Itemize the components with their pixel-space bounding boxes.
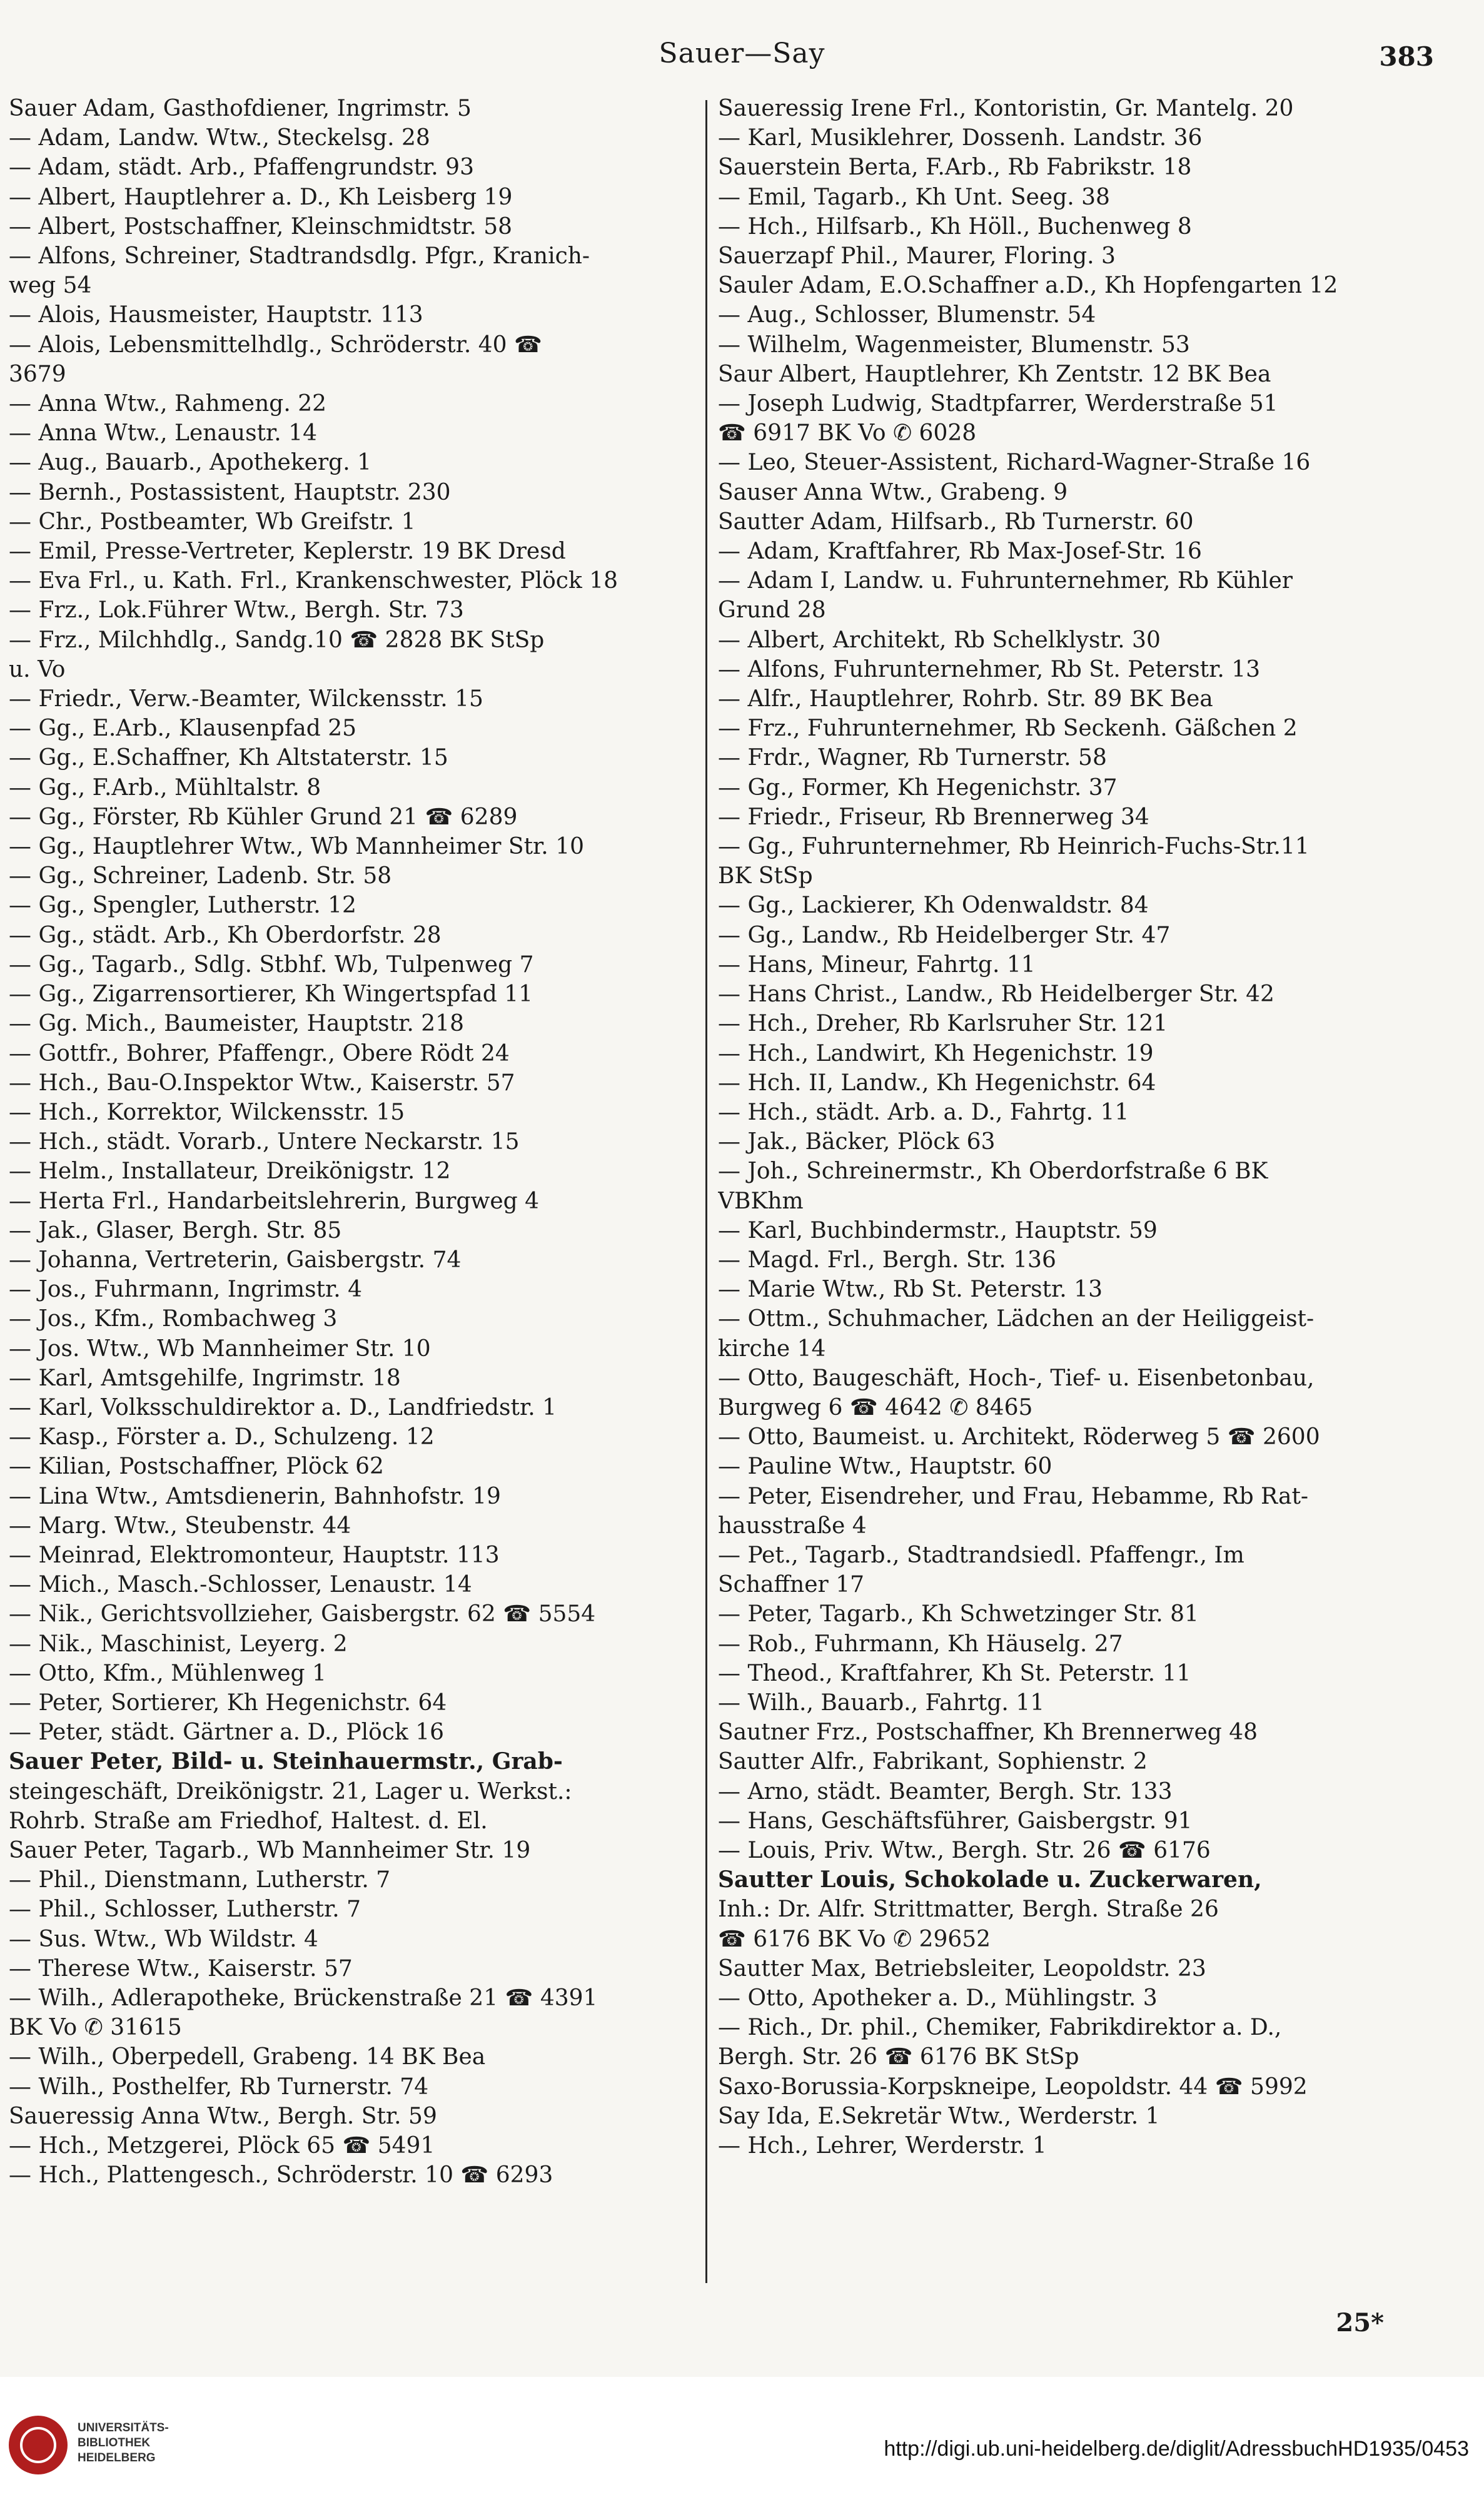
directory-entry: — Gg., E.Arb., Klausenpfad 25 [9,716,357,742]
directory-entry: — Anna Wtw., Rahmeng. 22 [9,391,327,417]
directory-entry: — Peter, Tagarb., Kh Schwetzinger Str. 81 [718,1601,1199,1628]
directory-entry: — Albert, Architekt, Rb Schelklystr. 30 [718,627,1161,653]
directory-entry: — Hch., Lehrer, Werderstr. 1 [718,2133,1047,2159]
directory-entry: Burgweg 6 ☎ 4642 ✆ 8465 [718,1394,1033,1421]
directory-entry: Sauerstein Berta, F.Arb., Rb Fabrikstr. 18 [718,154,1192,181]
directory-entry: — Louis, Priv. Wtw., Bergh. Str. 26 ☎ 6176 [718,1837,1211,1863]
directory-entry: — Jos., Fuhrmann, Ingrimstr. 4 [9,1277,363,1303]
directory-entry: — Rob., Fuhrmann, Kh Häuselg. 27 [718,1631,1123,1657]
directory-entry: — Theod., Kraftfahrer, Kh St. Peterstr. 11 [718,1660,1191,1686]
directory-entry: — Anna Wtw., Lenaustr. 14 [9,420,317,447]
directory-entry: ☎ 6176 BK Vo ✆ 29652 [718,1926,991,1952]
library-logo-text [78,2421,169,2466]
directory-entry: — Helm., Installateur, Dreikönigstr. 12 [9,1158,451,1185]
directory-entry: Sautter Louis, Schokolade u. Zuckerwaren, [718,1866,1262,1893]
directory-entry: — Gg., Förster, Rb Kühler Grund 21 ☎ 6289 [9,804,518,830]
directory-entry: — Pet., Tagarb., Stadtrandsiedl. Pfaffengr., Im [718,1542,1244,1568]
directory-entry: — Otto, Baugeschäft, Hoch-, Tief- u. Eisenbetonbau, [718,1365,1315,1391]
directory-entry: Saxo-Borussia-Korpskneipe, Leopoldstr. 44 ☎ 5992 [718,2074,1308,2100]
directory-entry: — Johanna, Vertreterin, Gaisbergstr. 74 [9,1247,462,1273]
directory-entry: Sauser Anna Wtw., Grabeng. 9 [718,479,1068,505]
directory-entry: Sauer Peter, Bild- u. Steinhauermstr., Grab- [9,1748,563,1775]
directory-entry: Saueressig Irene Frl., Kontoristin, Gr. Mantelg. 20 [718,96,1294,121]
directory-entry: — Meinrad, Elektromonteur, Hauptstr. 113 [9,1542,500,1568]
directory-entry: — Chr., Postbeamter, Wb Greifstr. 1 [9,509,416,535]
directory-entry: weg 54 [9,273,92,299]
directory-entry: hausstraße 4 [718,1512,867,1539]
directory-entry: — Hans, Mineur, Fahrtg. 11 [718,951,1036,978]
directory-entry: Sauler Adam, E.O.Schaffner a.D., Kh Hopfengarten 12 [718,273,1338,299]
directory-entry: — Gg. Mich., Baumeister, Hauptstr. 218 [9,1011,464,1037]
directory-entry: kirche 14 [718,1335,826,1362]
directory-entry: — Gg., Schreiner, Ladenb. Str. 58 [9,863,392,889]
directory-entry: — Frz., Milchhdlg., Sandg.10 ☎ 2828 BK StSp [9,627,545,653]
source-url-link[interactable]: http://digi.ub.uni-heidelberg.de/diglit/AdressbuchHD1935/0453 [884,2437,1469,2461]
logo-line: BIBLIOTHEK [78,2436,151,2449]
directory-entry: — Adam, städt. Arb., Pfaffengrundstr. 93 [9,154,474,181]
directory-entry: — Friedr., Friseur, Rb Brennerweg 34 [718,804,1149,830]
directory-entry: — Marg. Wtw., Steubenstr. 44 [9,1512,351,1539]
directory-entry: — Aug., Bauarb., Apothekerg. 1 [9,450,371,476]
left-column [9,94,684,2190]
page-header [38,33,1446,83]
directory-entry: — Wilhelm, Wagenmeister, Blumenstr. 53 [718,332,1190,358]
directory-entry: — Rich., Dr. phil., Chemiker, Fabrikdirektor a. D., [718,2015,1282,2041]
directory-entry: — Hch., Korrektor, Wilckensstr. 15 [9,1099,405,1125]
directory-entry: — Hch., Bau-O.Inspektor Wtw., Kaiserstr. 57 [9,1070,515,1096]
directory-entry: — Albert, Postschaffner, Kleinschmidtstr. 58 [9,213,513,240]
directory-entry: — Hch., Metzgerei, Plöck 65 ☎ 5491 [9,2133,435,2159]
directory-entry: steingeschäft, Dreikönigstr. 21, Lager u. Werkst.: [9,1778,572,1805]
signature-mark: 25* [1336,2308,1384,2337]
directory-entry: — Nik., Gerichtsvollzieher, Gaisbergstr. 62 ☎ 5554 [9,1601,596,1628]
directory-entry: — Wilh., Bauarb., Fahrtg. 11 [718,1689,1045,1716]
directory-entry: — Jak., Glaser, Bergh. Str. 85 [9,1217,342,1243]
directory-entry: Sautter Alfr., Fabrikant, Sophienstr. 2 [718,1749,1148,1775]
directory-entry: — Wilh., Posthelfer, Rb Turnerstr. 74 [9,2074,429,2100]
directory-entry: — Mich., Masch.-Schlosser, Lenaustr. 14 [9,1572,472,1598]
directory-entry: — Hans, Geschäftsführer, Gaisbergstr. 91 [718,1808,1193,1834]
directory-entry: — Lina Wtw., Amtsdienerin, Bahnhofstr. 19 [9,1483,501,1509]
directory-entry: — Emil, Presse-Vertreter, Keplerstr. 19 BK Dresd [9,539,566,565]
directory-entry: — Karl, Musiklehrer, Dossenh. Landstr. 36 [718,125,1203,151]
directory-entry: — Herta Frl., Handarbeitslehrerin, Burgweg 4 [9,1188,540,1214]
directory-entry: — Marie Wtw., Rb St. Peterstr. 13 [718,1277,1103,1303]
running-title: Sauer—Say [659,38,825,69]
directory-entry: Saueressig Anna Wtw., Bergh. Str. 59 [9,2103,437,2129]
directory-entry: BK Vo ✆ 31615 [9,2015,182,2041]
directory-entry: — Ottm., Schuhmacher, Lädchen an der Heiliggeist- [718,1306,1315,1332]
directory-entry: — Nik., Maschinist, Leyerg. 2 [9,1631,348,1657]
directory-entry: — Gg., Former, Kh Hegenichstr. 37 [718,774,1118,801]
directory-entry: — Karl, Buchbindermstr., Hauptstr. 59 [718,1217,1158,1243]
directory-entry: Grund 28 [718,597,826,624]
directory-entry: — Hch. II, Landw., Kh Hegenichstr. 64 [718,1070,1156,1096]
directory-entry: — Hch., Plattengesch., Schröderstr. 10 ☎ 6293 [9,2162,553,2189]
directory-entry: — Arno, städt. Beamter, Bergh. Str. 133 [718,1778,1173,1805]
directory-entry: — Bernh., Postassistent, Hauptstr. 230 [9,479,451,505]
directory-entry: — Alois, Hausmeister, Hauptstr. 113 [9,302,423,328]
directory-entry: Bergh. Str. 26 ☎ 6176 BK StSp [718,2044,1079,2070]
directory-entry: — Hans Christ., Landw., Rb Heidelberger Str. 42 [718,981,1275,1008]
directory-entry: — Kilian, Postschaffner, Plöck 62 [9,1454,384,1480]
directory-entry: BK StSp [718,863,813,889]
directory-entry: — Jos., Kfm., Rombachweg 3 [9,1306,338,1332]
directory-entry: — Gg., Hauptlehrer Wtw., Wb Mannheimer Str. 10 [9,834,585,860]
directory-entry: — Gg., F.Arb., Mühltalstr. 8 [9,774,321,801]
logo-line: HEIDELBERG [78,2451,156,2464]
directory-entry: — Gottfr., Bohrer, Pfaffengr., Obere Rödt 24 [9,1040,510,1066]
right-column [718,94,1393,2160]
directory-entry: — Alfons, Schreiner, Stadtrandsdlg. Pfgr., Kranich- [9,243,590,270]
directory-entry: — Hch., Dreher, Rb Karlsruher Str. 121 [718,1011,1168,1037]
directory-entry: Sautner Frz., Postschaffner, Kh Brennerweg 48 [718,1719,1258,1746]
directory-entry: — Otto, Baumeist. u. Architekt, Röderweg 5 ☎ 2600 [718,1424,1320,1451]
directory-entry: — Kasp., Förster a. D., Schulzeng. 12 [9,1424,435,1451]
directory-entry: — Peter, Sortierer, Kh Hegenichstr. 64 [9,1689,447,1716]
directory-entry: — Gg., Landw., Rb Heidelberger Str. 47 [718,922,1171,948]
directory-entry: — Otto, Kfm., Mühlenweg 1 [9,1660,326,1686]
directory-entry: — Hch., Landwirt, Kh Hegenichstr. 19 [718,1040,1154,1066]
directory-entry: Schaffner 17 [718,1572,864,1598]
directory-entry: — Gg., städt. Arb., Kh Oberdorfstr. 28 [9,922,442,948]
page-number: 383 [1379,41,1434,72]
directory-entry: — Aug., Schlosser, Blumenstr. 54 [718,302,1096,328]
directory-entry: — Frz., Lok.Führer Wtw., Bergh. Str. 73 [9,597,464,624]
directory-entry: — Gg., Spengler, Lutherstr. 12 [9,893,356,919]
directory-entry: — Wilh., Oberpedell, Grabeng. 14 BK Bea [9,2044,486,2070]
directory-entry: Sauerzapf Phil., Maurer, Floring. 3 [718,243,1116,270]
directory-entry: — Friedr., Verw.-Beamter, Wilckensstr. 15 [9,686,483,712]
directory-entry: — Jos. Wtw., Wb Mannheimer Str. 10 [9,1335,431,1362]
directory-entry: — Magd. Frl., Bergh. Str. 136 [718,1247,1056,1273]
directory-entry: — Joh., Schreinermstr., Kh Oberdorfstraße 6 BK [718,1158,1268,1185]
directory-entry: — Pauline Wtw., Hauptstr. 60 [718,1454,1052,1480]
directory-entry: — Eva Frl., u. Kath. Frl., Krankenschwester, Plöck 18 [9,568,618,594]
directory-entry: — Phil., Schlosser, Lutherstr. 7 [9,1897,361,1923]
directory-entry: — Joseph Ludwig, Stadtpfarrer, Werderstraße 51 [718,391,1278,417]
directory-entry: — Adam I, Landw. u. Fuhrunternehmer, Rb Kühler [718,568,1293,594]
directory-entry: VBKhm [718,1188,804,1214]
library-logo[interactable] [9,2414,196,2483]
directory-entry: — Therese Wtw., Kaiserstr. 57 [9,1955,353,1982]
library-seal-icon [9,2416,68,2474]
directory-entry: — Alfr., Hauptlehrer, Rohrb. Str. 89 BK Bea [718,686,1213,712]
directory-entry: — Karl, Volksschuldirektor a. D., Landfriedstr. 1 [9,1394,557,1421]
directory-entry: — Frdr., Wagner, Rb Turnerstr. 58 [718,745,1107,771]
directory-entry: Saur Albert, Hauptlehrer, Kh Zentstr. 12 BK Bea [718,361,1271,387]
directory-entry: — Sus. Wtw., Wb Wildstr. 4 [9,1926,318,1952]
directory-entry: — Karl, Amtsgehilfe, Ingrimstr. 18 [9,1365,401,1391]
directory-entry: — Hch., Hilfsarb., Kh Höll., Buchenweg 8 [718,213,1192,240]
directory-entry: — Gg., E.Schaffner, Kh Altstaterstr. 15 [9,745,448,771]
directory-entry: Sautter Max, Betriebsleiter, Leopoldstr. 23 [718,1955,1206,1982]
directory-entry: — Peter, Eisendreher, und Frau, Hebamme, Rb Rat- [718,1483,1309,1509]
directory-entry: — Otto, Apotheker a. D., Mühlingstr. 3 [718,1985,1158,2011]
directory-entry: 3679 [9,361,66,387]
directory-entry: Say Ida, E.Sekretär Wtw., Werderstr. 1 [718,2103,1160,2129]
directory-entry: — Hch., städt. Arb. a. D., Fahrtg. 11 [718,1099,1129,1125]
directory-entry: — Frz., Fuhrunternehmer, Rb Seckenh. Gäßchen 2 [718,716,1298,742]
directory-entry: Sauer Adam, Gasthofdiener, Ingrimstr. 5 [9,96,472,121]
directory-entry: u. Vo [9,656,66,682]
directory-entry: — Phil., Dienstmann, Lutherstr. 7 [9,1867,391,1893]
directory-entry: Inh.: Dr. Alfr. Strittmatter, Bergh. Straße 26 [718,1897,1219,1923]
directory-entry: — Gg., Lackierer, Kh Odenwaldstr. 84 [718,893,1149,919]
directory-entry: — Adam, Landw. Wtw., Steckelsg. 28 [9,125,430,151]
directory-entry: — Alfons, Fuhrunternehmer, Rb St. Peterstr. 13 [718,656,1261,682]
directory-entry: ☎ 6917 BK Vo ✆ 6028 [718,420,977,447]
directory-entry: — Gg., Zigarrensortierer, Kh Wingertspfad 11 [9,981,533,1008]
directory-entry: — Wilh., Adlerapotheke, Brückenstraße 21 ☎ 4391 [9,1985,598,2011]
logo-line: UNIVERSITÄTS- [78,2421,169,2434]
column-divider [705,100,707,2283]
directory-entry: — Adam, Kraftfahrer, Rb Max-Josef-Str. 16 [718,539,1202,565]
footer-bar [0,2377,1484,2517]
directory-entry: — Alois, Lebensmittelhdlg., Schröderstr. 40 ☎ [9,332,542,358]
directory-entry: — Albert, Hauptlehrer a. D., Kh Leisberg 19 [9,184,513,210]
directory-entry: Rohrb. Straße am Friedhof, Haltest. d. El. [9,1808,488,1834]
directory-entry: — Peter, städt. Gärtner a. D., Plöck 16 [9,1719,445,1746]
directory-entry: — Hch., städt. Vorarb., Untere Neckarstr. 15 [9,1129,520,1155]
directory-entry: — Jak., Bäcker, Plöck 63 [718,1129,996,1155]
directory-entry: — Gg., Fuhrunternehmer, Rb Heinrich-Fuchs-Str.11 [718,834,1310,860]
directory-entry: — Gg., Tagarb., Sdlg. Stbhf. Wb, Tulpenweg 7 [9,951,534,978]
directory-entry: — Leo, Steuer-Assistent, Richard-Wagner-Straße 16 [718,450,1311,476]
directory-entry: Sautter Adam, Hilfsarb., Rb Turnerstr. 60 [718,509,1194,535]
directory-entry: Sauer Peter, Tagarb., Wb Mannheimer Str. 19 [9,1837,531,1863]
directory-entry: — Emil, Tagarb., Kh Unt. Seeg. 38 [718,184,1110,210]
